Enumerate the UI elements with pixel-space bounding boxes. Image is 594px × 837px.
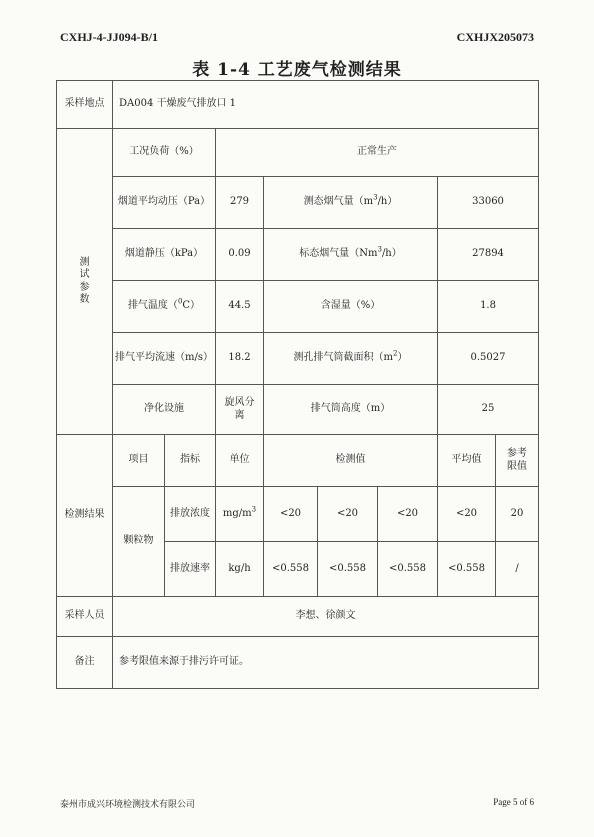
test-params-label: 测 试 参 数 — [57, 129, 113, 435]
col-header-avg: 平均值 — [438, 435, 496, 487]
average-value: <20 — [438, 487, 496, 542]
table-title: 表 1-4 工艺废气检测结果 — [192, 60, 402, 80]
measured-value: <20 — [318, 487, 378, 542]
measured-value: <20 — [378, 487, 438, 542]
param-value: 279 — [216, 177, 264, 229]
sampler-value: 李想、徐颜文 — [113, 597, 539, 637]
col-header-measured: 检测值 — [264, 435, 438, 487]
param-label: 测孔排气筒截面积$(m^2)$ — [264, 333, 438, 385]
report-number: CXHJX205073 — [456, 30, 534, 44]
param-label: 排气筒高度（m） — [264, 385, 438, 435]
param-value: 18.2 — [216, 333, 264, 385]
load-label: 工况负荷（%） — [113, 129, 216, 177]
unit-cell: $mg/m^3$ — [216, 487, 264, 542]
report-code: CXHJ-4-JJ094-B/1 — [60, 30, 158, 44]
limit-value: / — [496, 542, 539, 597]
param-value: 44.5 — [216, 281, 264, 333]
measured-value: <0.558 — [264, 542, 318, 597]
param-label: 含湿量（%） — [264, 281, 438, 333]
col-header-indicator: 指标 — [165, 435, 216, 487]
measured-value: <20 — [264, 487, 318, 542]
indicator-label: 排放浓度 — [165, 487, 216, 542]
param-value: 33060 — [438, 177, 539, 229]
param-value: 1.8 — [438, 281, 539, 333]
param-label: 烟道静压（kPa） — [113, 229, 216, 281]
param-label: 排气温度（$^0$C） — [113, 281, 216, 333]
remark-label: 备注 — [57, 637, 113, 689]
load-value: 正常生产 — [216, 129, 539, 177]
sampling-site-value: DA004 干燥废气排放口 1 — [113, 81, 539, 129]
param-value: 27894 — [438, 229, 539, 281]
param-value: 0.5027 — [438, 333, 539, 385]
measured-value: <0.558 — [378, 542, 438, 597]
measured-value: <0.558 — [318, 542, 378, 597]
param-label: 排气平均流速（m/s） — [113, 333, 216, 385]
param-label: 测态烟气量$(m^3/h)$ — [264, 177, 438, 229]
col-header-limit: 参考 限值 — [496, 435, 539, 487]
param-value: 旋风分 离 — [216, 385, 264, 435]
param-label: 烟道平均动压（Pa） — [113, 177, 216, 229]
sampler-label: 采样人员 — [57, 597, 113, 637]
limit-value: 20 — [496, 487, 539, 542]
indicator-label: 排放速率 — [165, 542, 216, 597]
results-label: 检测结果 — [57, 435, 113, 597]
average-value: <0.558 — [438, 542, 496, 597]
sampling-site-label: 采样地点 — [57, 81, 113, 129]
results-table — [56, 80, 539, 689]
unit-cell: kg/h — [216, 542, 264, 597]
company-name: 泰州市成兴环境检测技术有限公司 — [60, 800, 196, 810]
param-label: 净化设施 — [113, 385, 216, 435]
param-value: 25 — [438, 385, 539, 435]
param-label: 标态烟气量（Nm$^3$/h） — [264, 229, 438, 281]
page-number: Page 5 of 6 — [493, 797, 534, 807]
pollutant-name: 颗粒物 — [113, 487, 165, 597]
param-value: 0.09 — [216, 229, 264, 281]
col-header-item: 项目 — [113, 435, 165, 487]
col-header-unit: 单位 — [216, 435, 264, 487]
remark-value: 参考限值来源于排污许可证。 — [113, 637, 539, 689]
